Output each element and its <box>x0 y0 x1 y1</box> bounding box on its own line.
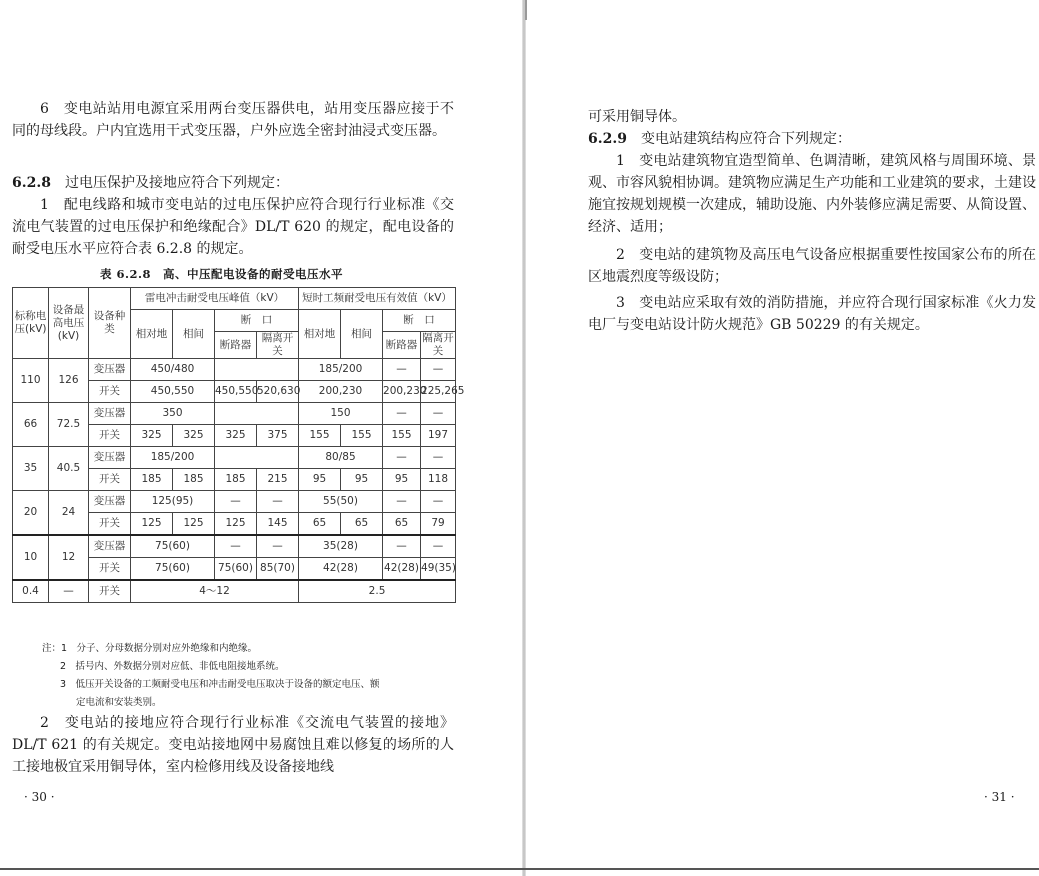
header-p-cb: 断路器 <box>383 332 421 359</box>
cell-value: 2.5 <box>299 580 456 603</box>
cell-value: 145 <box>257 513 299 536</box>
paragraph-overvoltage: 1 配电线路和城市变电站的过电压保护应符合现行行业标准《交流电气装置的过电压保护和绝缘配合》DL/T 620 的规定，配电设备的耐受电压水平应符合表 6.2.8 的规定。 <box>12 197 454 257</box>
header-equipment-type: 设备种类 <box>89 288 131 359</box>
cell-value: 95 <box>299 469 341 491</box>
header-max-voltage: 设备最高电压(kV) <box>49 288 89 359</box>
cell-nominal: 66 <box>13 403 49 447</box>
cell-value: 125 <box>173 513 215 536</box>
cell-type: 变压器 <box>89 359 131 381</box>
cell-value: 325 <box>131 425 173 447</box>
cell-value: 95 <box>341 469 383 491</box>
cell-nominal: 110 <box>13 359 49 403</box>
table-row <box>13 535 456 558</box>
header-power-frequency: 短时工频耐受电压有效值（kV） <box>299 288 456 310</box>
cell-value: — <box>383 447 421 469</box>
table-row <box>13 580 456 603</box>
page-number-31: · 31 · <box>984 790 1015 804</box>
cell-value: 200,230 <box>299 381 383 403</box>
cell-value: — <box>215 491 257 513</box>
cell-value: 118 <box>421 469 456 491</box>
header-p-iso: 隔离开关 <box>422 332 454 357</box>
cell-value: 65 <box>299 513 341 536</box>
cell-value: — <box>383 403 421 425</box>
section-title: 过电压保护及接地应符合下列规定： <box>64 175 289 191</box>
cell-max: 72.5 <box>49 403 89 447</box>
cell-value: 79 <box>421 513 456 536</box>
cell-value: 55(50) <box>299 491 383 513</box>
cell-empty <box>215 447 299 469</box>
cell-max: 24 <box>49 491 89 536</box>
header-lightning-impulse: 雷电冲击耐受电压峰值（kV） <box>131 288 299 310</box>
cell-value: 75(60) <box>131 558 215 581</box>
cell-type: 变压器 <box>89 447 131 469</box>
cell-value: 65 <box>383 513 421 536</box>
cell-type: 开关 <box>89 513 131 536</box>
gutter-top-mark <box>525 0 527 20</box>
cell-value: 42(28) <box>383 558 421 581</box>
cell-type: 开关 <box>89 425 131 447</box>
cell-nominal: 35 <box>13 447 49 491</box>
header-p-phase: 相间 <box>341 310 383 359</box>
cell-value: 185 <box>215 469 257 491</box>
cell-value: 450/480 <box>131 359 215 381</box>
cell-type: 变压器 <box>89 535 131 558</box>
cell-value: — <box>421 359 456 381</box>
cell-value: 85(70) <box>257 558 299 581</box>
header-l-cb: 断路器 <box>215 332 257 359</box>
item-1: 1 变电站建筑物宜造型简单、色调清晰，建筑风格与周围环境、景观、市容风貌相协调。建筑物应满足生产功能和工业建筑的要求，土建设施宜按规划规模一次建成，辅助设施、内外装修应满足需要、从简设置、经济、适用； <box>588 153 1036 235</box>
cell-value: — <box>421 491 456 513</box>
table-row <box>13 359 456 381</box>
table-row <box>13 491 456 513</box>
header-l-ground: 相对地 <box>131 310 173 359</box>
table-row <box>13 403 456 425</box>
note-2: 2 括号内、外数据分别对应低、非低电阻接地系统。 <box>60 661 285 672</box>
cell-value: 155 <box>383 425 421 447</box>
cell-type: 开关 <box>89 381 131 403</box>
note-3: 3 低压开关设备的工频耐受电压和冲击耐受电压取决于设备的额定电压、额 <box>60 679 380 690</box>
cell-value: 450,550 <box>131 381 215 403</box>
cell-value: 155 <box>299 425 341 447</box>
heading-6-2-9 <box>588 128 1036 150</box>
cell-value: 42(28) <box>299 558 383 581</box>
cell-type: 变压器 <box>89 403 131 425</box>
note-1: 注：1 分子、分母数据分别对应外绝缘和内绝缘。 <box>42 643 258 654</box>
cell-empty <box>215 359 299 381</box>
section-number: 6.2.8 <box>12 175 51 191</box>
cell-max: — <box>49 580 89 603</box>
book-gutter <box>522 0 526 876</box>
cell-max: 12 <box>49 535 89 580</box>
cell-nominal: 20 <box>13 491 49 536</box>
cell-value: 197 <box>421 425 456 447</box>
table-notes <box>42 640 380 712</box>
cell-value: 125 <box>215 513 257 536</box>
section-number: 6.2.9 <box>588 131 627 147</box>
cell-value: 520,630 <box>257 381 299 403</box>
cell-value: — <box>383 359 421 381</box>
header-p-break: 断 口 <box>383 310 456 332</box>
cell-value: 125(95) <box>131 491 215 513</box>
header-l-iso: 隔离开关 <box>257 332 299 359</box>
right-page <box>530 0 1039 876</box>
cell-value: — <box>215 535 257 558</box>
cell-value: 215 <box>257 469 299 491</box>
cell-value: 450,550 <box>215 381 257 403</box>
cell-nominal: 0.4 <box>13 580 49 603</box>
cell-value: 185 <box>131 469 173 491</box>
item-3: 3 变电站应采取有效的消防措施，并应符合现行国家标准《火力发电厂与变电站设计防火规范》GB 50229 的有关规定。 <box>588 295 1036 333</box>
header-l-phase: 相间 <box>173 310 215 359</box>
cell-value: 80/85 <box>299 447 383 469</box>
cell-value: 185 <box>173 469 215 491</box>
page-number-30: · 30 · <box>24 790 55 804</box>
cell-value: — <box>421 535 456 558</box>
cell-max: 126 <box>49 359 89 403</box>
header-nominal-voltage: 标称电压(kV) <box>13 288 49 359</box>
cell-value: 75(60) <box>215 558 257 581</box>
table-row <box>13 447 456 469</box>
section-title: 变电站建筑结构应符合下列规定： <box>640 131 851 147</box>
cell-value: 65 <box>341 513 383 536</box>
cell-empty <box>215 403 299 425</box>
cell-value: — <box>383 535 421 558</box>
cell-value: 185/200 <box>299 359 383 381</box>
header-l-break: 断 口 <box>215 310 299 332</box>
cell-type: 变压器 <box>89 491 131 513</box>
cell-value: 325 <box>173 425 215 447</box>
cell-value: — <box>257 535 299 558</box>
paragraph-copper: 可采用铜导体。 <box>588 109 686 125</box>
header-p-ground: 相对地 <box>299 310 341 359</box>
cell-value: — <box>257 491 299 513</box>
bottom-rule <box>0 868 1039 870</box>
item-2: 2 变电站的建筑物及高压电气设备应根据重要性按国家公布的所在区地震烈度等级设防； <box>588 247 1036 285</box>
withstand-voltage-table <box>12 287 465 603</box>
cell-value: 375 <box>257 425 299 447</box>
cell-value: 155 <box>341 425 383 447</box>
paragraph-station-power: 6 变电站站用电源宜采用两台变压器供电，站用变压器应接于不同的母线段。户内宜选用干式变压器，户外应选全密封油浸式变压器。 <box>12 101 454 139</box>
cell-value: — <box>383 491 421 513</box>
cell-value: 350 <box>131 403 215 425</box>
cell-value: 225,265 <box>421 381 456 403</box>
cell-value: 75(60) <box>131 535 215 558</box>
cell-value: — <box>421 447 456 469</box>
cell-value: 35(28) <box>299 535 383 558</box>
cell-value: 125 <box>131 513 173 536</box>
cell-value: 4～12 <box>131 580 299 603</box>
cell-value: 185/200 <box>131 447 215 469</box>
cell-value: 325 <box>215 425 257 447</box>
cell-value: 95 <box>383 469 421 491</box>
cell-value: — <box>421 403 456 425</box>
cell-type: 开关 <box>89 469 131 491</box>
paragraph-grounding: 2 变电站的接地应符合现行行业标准《交流电气装置的接地》DL/T 621 的有关规定。变电站接地网中易腐蚀且难以修复的场所的人工接地极宜采用铜导体，室内检修用线及设备接地线 <box>12 715 454 775</box>
cell-value: 150 <box>299 403 383 425</box>
cell-type: 开关 <box>89 580 131 603</box>
table-caption: 表 6.2.8 高、中压配电设备的耐受电压水平 <box>100 267 344 281</box>
cell-nominal: 10 <box>13 535 49 580</box>
heading-6-2-8 <box>12 172 454 194</box>
cell-type: 开关 <box>89 558 131 581</box>
cell-value: 49(35) <box>421 558 456 581</box>
cell-max: 40.5 <box>49 447 89 491</box>
cell-value: 200,230 <box>383 381 421 403</box>
note-3-cont: 定电流和安装类别。 <box>76 697 162 708</box>
